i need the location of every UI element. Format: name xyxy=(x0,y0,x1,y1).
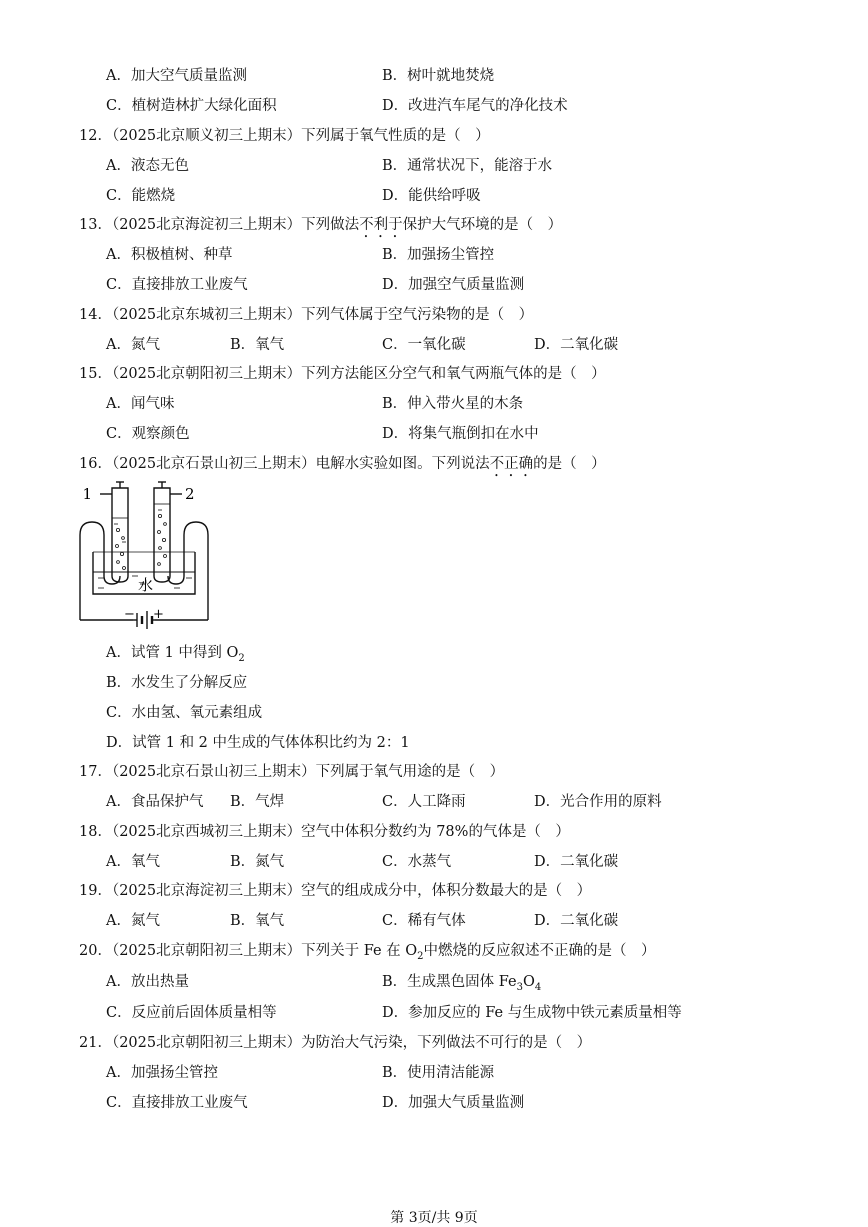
q13-stem xyxy=(79,215,562,241)
q15-option-a: A．闻气味 xyxy=(106,396,175,412)
q12-option-b: B．通常状况下，能溶于水 xyxy=(382,158,553,174)
q11-option-c: C．植树造林扩大绿化面积 xyxy=(106,98,277,114)
q15-option-b: B．伸入带火星的木条 xyxy=(382,396,524,412)
q12-option-d: D．能供给呼吸 xyxy=(382,188,481,204)
q19-option-a: A．氮气 xyxy=(106,913,160,929)
q20-stem-sub: 2 xyxy=(417,950,424,962)
q13-stem-post: 保护大气环境的是（ ） xyxy=(402,217,563,233)
q17-stem: 17．（2025北京石景山初三上期末）下列属于氧气用途的是（ ） xyxy=(79,764,505,780)
q21-stem: 21．（2025北京朝阳初三上期末）为防治大气污染，下列做法不可行的是（ ） xyxy=(79,1035,592,1051)
q16-stem-emphasis: 不正确 xyxy=(489,456,534,472)
q21-option-c: C．直接排放工业废气 xyxy=(106,1095,248,1111)
q14-option-a: A．氮气 xyxy=(106,337,160,353)
q14-option-c: C．一氧化碳 xyxy=(382,337,466,353)
q16-stem xyxy=(79,454,606,480)
q20-option-b-sub1: 3 xyxy=(516,981,523,993)
q11-option-a: A．加大空气质量监测 xyxy=(106,68,247,84)
q20-option-b-text: B．生成黑色固体 Fe xyxy=(382,974,517,990)
q14-option-b: B．氧气 xyxy=(230,337,285,353)
q20-option-c: C．反应前后固体质量相等 xyxy=(106,1005,277,1021)
q20-stem-post: 中燃烧的反应叙述不正确的是（ ） xyxy=(423,943,656,959)
q17-option-c: C．人工降雨 xyxy=(382,794,466,810)
q13-option-c: C．直接排放工业废气 xyxy=(106,277,248,293)
q18-option-c: C．水蒸气 xyxy=(382,854,452,870)
q13-option-a: A．积极植树、种草 xyxy=(106,247,233,263)
q21-option-b: B．使用清洁能源 xyxy=(382,1065,495,1081)
q12-option-a: A．液态无色 xyxy=(106,158,189,174)
q16-stem-post: 的是（ ） xyxy=(533,456,606,472)
q18-option-b: B．氮气 xyxy=(230,854,285,870)
q20-stem-pre: 20．（2025北京朝阳初三上期末）下列关于 Fe 在 O xyxy=(79,943,418,959)
q13-option-d: D．加强空气质量监测 xyxy=(382,277,525,293)
q11-option-d: D．改进汽车尾气的净化技术 xyxy=(382,98,568,114)
q15-option-c: C．观察颜色 xyxy=(106,426,190,442)
q13-stem-emphasis: 不利于 xyxy=(359,217,403,233)
q18-option-a: A．氧气 xyxy=(106,854,160,870)
q19-option-d: D．二氧化碳 xyxy=(534,913,619,929)
q16-option-a xyxy=(106,643,245,669)
q16-stem-pre: 16．（2025北京石景山初三上期末）电解水实验如图。下列说法 xyxy=(79,456,490,472)
fig-label-tube1: 1 xyxy=(82,485,92,503)
q20-option-b-mid: O xyxy=(523,974,535,990)
q20-option-b-sub2: 4 xyxy=(534,981,542,993)
electrolysis-apparatus-figure xyxy=(78,480,218,630)
fig-label-plus: + xyxy=(153,607,164,622)
fig-label-minus: − xyxy=(124,607,135,622)
q16-option-c: C．水由氢、氧元素组成 xyxy=(106,705,263,721)
q14-option-d: D．二氧化碳 xyxy=(534,337,619,353)
q16-option-b: B．水发生了分解反应 xyxy=(106,675,248,691)
q19-option-c: C．稀有气体 xyxy=(382,913,466,929)
q13-option-b: B．加强扬尘管控 xyxy=(382,247,495,263)
q16-option-a-sub: 2 xyxy=(238,652,245,664)
q11-option-b: B．树叶就地焚烧 xyxy=(382,68,495,84)
q18-option-d: D．二氧化碳 xyxy=(534,854,619,870)
q20-option-d: D．参加反应的 Fe 与生成物中铁元素质量相等 xyxy=(382,1005,682,1021)
q14-stem: 14．（2025北京东城初三上期末）下列气体属于空气污染物的是（ ） xyxy=(79,307,534,323)
q20-option-a: A．放出热量 xyxy=(106,974,189,990)
q12-stem: 12．（2025北京顺义初三上期末）下列属于氧气性质的是（ ） xyxy=(79,128,490,144)
q16-option-a-text: A．试管 1 中得到 O xyxy=(106,645,239,661)
q17-option-a: A．食品保护气 xyxy=(106,794,204,810)
q17-option-d: D．光合作用的原料 xyxy=(534,794,662,810)
q20-stem xyxy=(79,941,656,967)
q19-option-b: B．氧气 xyxy=(230,913,285,929)
page-footer: 第 3页/共 9页 xyxy=(390,1210,478,1226)
fig-label-tube2: 2 xyxy=(185,485,195,503)
q21-option-a: A．加强扬尘管控 xyxy=(106,1065,218,1081)
q13-stem-pre: 13．（2025北京海淀初三上期末）下列做法 xyxy=(79,217,360,233)
q21-option-d: D．加强大气质量监测 xyxy=(382,1095,525,1111)
q18-stem: 18．（2025北京西城初三上期末）空气中体积分数约为 78%的气体是（ ） xyxy=(79,824,570,840)
q16-option-d: D．试管 1 和 2 中生成的气体体积比约为 2：1 xyxy=(106,735,410,751)
q19-stem: 19．（2025北京海淀初三上期末）空气的组成成分中，体积分数最大的是（ ） xyxy=(79,883,592,899)
q20-option-b xyxy=(382,972,541,998)
q12-option-c: C．能燃烧 xyxy=(106,188,176,204)
q15-option-d: D．将集气瓶倒扣在水中 xyxy=(382,426,539,442)
q15-stem: 15．（2025北京朝阳初三上期末）下列方法能区分空气和氧气两瓶气体的是（ ） xyxy=(79,366,606,382)
q17-option-b: B．气焊 xyxy=(230,794,285,810)
fig-label-water: 水 xyxy=(138,576,154,594)
